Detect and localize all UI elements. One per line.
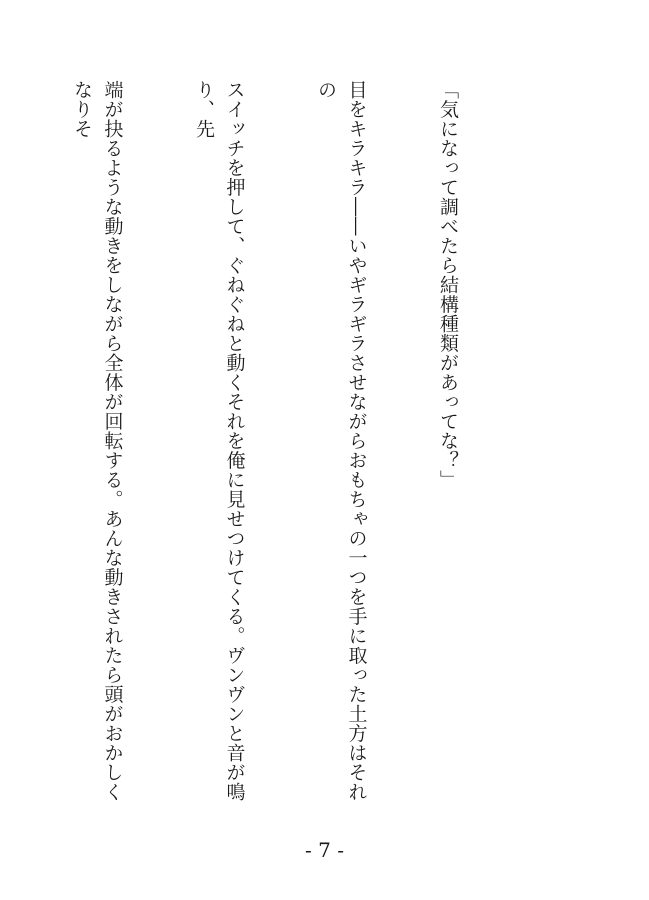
text-line-2: 目をキラキラ――いやギラギラさせながらおもちゃの一つを手に取った土方はそれの [315, 80, 368, 802]
text-line-4: 端が抉るような動きをしながら全体が回転する。あんな動きされたら頭がおかしくなりそ [71, 80, 124, 802]
text-line-5 [0, 80, 6, 820]
vertical-text-body [71, 80, 524, 820]
text-line-1: 「気になって調べたら結構種類があってな？」 [437, 80, 459, 490]
page-number: - 7 - [305, 838, 344, 862]
text-line-3: スイッチを押して、ぐねぐねと動くそれを俺に見せつけてくる。ヴンヴンと音が鳴り、先 [193, 80, 246, 802]
